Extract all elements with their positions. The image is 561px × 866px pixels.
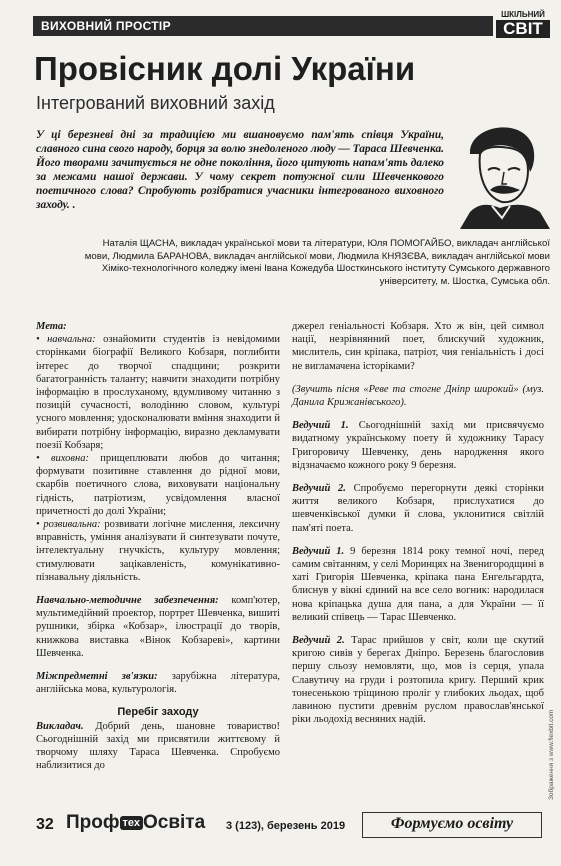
authors-line: мови, Людмила БАРАНОВА, викладач англійської мови, Людмила КНЯЗЄВА, викладач англійської мови xyxy=(84,250,550,262)
image-credit: Зображення з www.flexbit.com xyxy=(548,709,555,800)
logo-text: Проф xyxy=(66,812,120,833)
article-intro: У ці березневі дні за традицією ми вшановуємо пам'ять співця України, славного сина свого народу, борця за волю знедоленого люду — Тараса Шевченка. Його творами зачитується не одне покоління, його цитують напам'ять далеко за межами нашої держави. У чому секрет потужної сили Шевченкового поетичного слова? Спробують розібратися учасники інтегрованого виховного заходу. . xyxy=(36,129,444,211)
speaker-text: Тарас прийшов у світ, коли ще скутий кригою сивів у берегах Дніпро. Березень благословив першу сльозу немовляти, що, мов із серця, упала Славутичу на груди і розтопила кригу. Перший крик тонесенькою тріщиною проліг у глибоких льодах, щоб лавиною пустити древнім руслом православ'янської ріки льодохід весняних надій. xyxy=(292,635,545,726)
authors-block xyxy=(36,238,550,288)
song-note: (Звучить пісня «Реве та стогне Дніпр широкий» (муз. Данила Крижанівського). xyxy=(292,383,544,409)
page-number: 32 xyxy=(36,816,54,833)
course-heading: Перебіг заходу xyxy=(117,706,199,719)
goal-upbringing xyxy=(36,452,280,518)
host-paragraph xyxy=(292,419,544,472)
journal-logo xyxy=(66,812,205,834)
goal-label: • виховна: xyxy=(36,453,89,465)
speaker-text: Добрий день, шановне товариство! Сьогоднішній захід ми присвятили життєвому й творчому шляху Тараса Шевченка. Спробуємо наблизитися до xyxy=(36,720,281,772)
slogan-box: Формуємо освіту xyxy=(362,812,542,838)
speaker-label: Ведучий 2. xyxy=(292,483,346,495)
teacher-paragraph xyxy=(36,720,280,773)
goal-educational xyxy=(36,333,280,452)
goals-heading: Мета: xyxy=(36,321,67,332)
section-header: ВИХОВНИЙ ПРОСТІР xyxy=(33,16,493,36)
brand-logo xyxy=(492,10,554,46)
host-paragraph xyxy=(292,545,544,624)
brand-main-text: СВІТ xyxy=(496,20,550,38)
shevchenko-portrait-icon xyxy=(440,114,555,229)
brand-top-text: ШКІЛЬНИЙ xyxy=(501,10,545,19)
authors-line: університету, м. Шостка, Сумська обл. xyxy=(379,275,550,287)
article-subtitle: Інтегрований виховний захід xyxy=(36,93,275,113)
speaker-label: Ведучий 2. xyxy=(292,635,345,647)
goal-label: • розвивальна: xyxy=(36,519,101,531)
links-text: зарубіжна література, англійська мова, культурологія. xyxy=(36,671,281,696)
left-column xyxy=(36,320,280,773)
paragraph: джерел геніальності Кобзаря. Хто ж він, цей символ нації, незрівнянний поет, блискучий художник, мислитель, син кріпака, патріот, чия геніальність і досі не вигламачена історіками? xyxy=(292,321,544,372)
speaker-text: Сьогоднішній захід ми присвячуємо видатному українському поету й художнику Тарасу Григоровичу Шевченку, день народження якого відзначаємо кожного року 9 березня. xyxy=(292,420,544,471)
speaker-label: Ведучий 1. xyxy=(292,545,345,557)
equipment-paragraph xyxy=(36,594,280,660)
speaker-text: Спробуємо перегорнути деякі сторінки життя великого Кобзаря, прислухатися до шевченківської думки й слова, уклонитися світлій пам'яті поета. xyxy=(292,483,545,534)
logo-text: Освіта xyxy=(142,812,206,833)
article-title: Провісник долі України xyxy=(34,50,416,87)
goal-label: • навчальна: xyxy=(36,334,96,346)
goal-text: ознайомити студентів із невідомими сторінками біографії Великого Кобзаря, поглибити інтерес до творчої спадщини; розкрити багатогранність таланту; навчити знаходити потрібну інформацію в прослуханому, вдумливому читанню з позицій сучасності, володінню словом, культурі усного мовлення; удосконалювати вміння знаходити й вибирати потрібну інформацію, виразно декламувати поезії Кобзаря; xyxy=(36,334,281,451)
equipment-heading: Навчально-методичне забезпечення: xyxy=(36,595,219,607)
links-heading: Міжпредметні зв'язки: xyxy=(36,671,158,683)
speaker-label: Викладач. xyxy=(36,720,84,732)
goal-text: прищеплювати любов до читання; формувати позитивне ставлення до рідної мови, скарбів поетичного слова, виховувати національну гідність, патріотизм, усвідомлення власної причетності до долі України; xyxy=(36,453,281,517)
authors-line: Хіміко-технологічного коледжу імені Івана Кожедуба Шосткинського інституту Сумського державного xyxy=(101,263,550,275)
links-paragraph xyxy=(36,670,280,696)
authors-line: Наталія ЩАСНА, викладач української мови та літератури, Юля ПОМОГАЙБО, викладач англійської xyxy=(102,238,550,249)
speaker-text: 9 березня 1814 року темної ночі, перед самим світанням, у селі Моринцях на Звенигородщині в хаті Григорія Шевченка, кріпака пана Енгельгардта, блиснув у вікні єдиний на все село вогник: народилася нова кріпацька душа для пана, а для України — її великий співець — Тарас Шевченко. xyxy=(292,545,545,623)
right-column xyxy=(292,320,544,726)
logo-badge: тех xyxy=(120,816,143,830)
issue-info: 3 (123), березень 2019 xyxy=(226,820,346,832)
goal-text: розвивати логічне мислення, лексичну вправність, уміння аналізувати й синтезувати почуте, інтелектуальну гнучкість, культуру мовлення; стимулювати зацікавленість, комунікативно-пізнавальну діяльність. xyxy=(36,519,280,583)
goal-developmental xyxy=(36,518,280,584)
host-paragraph xyxy=(292,634,544,726)
speaker-label: Ведучий 1. xyxy=(292,420,349,432)
host-paragraph xyxy=(292,482,544,535)
equipment-text: комп'ютер, мультимедійний проектор, портрет Шевченка, вишиті рушники, збірка «Кобзар», ілюстрації до творів, книжкова виставка «Вінок Кобзареві», картини Шевченка. xyxy=(36,595,281,659)
